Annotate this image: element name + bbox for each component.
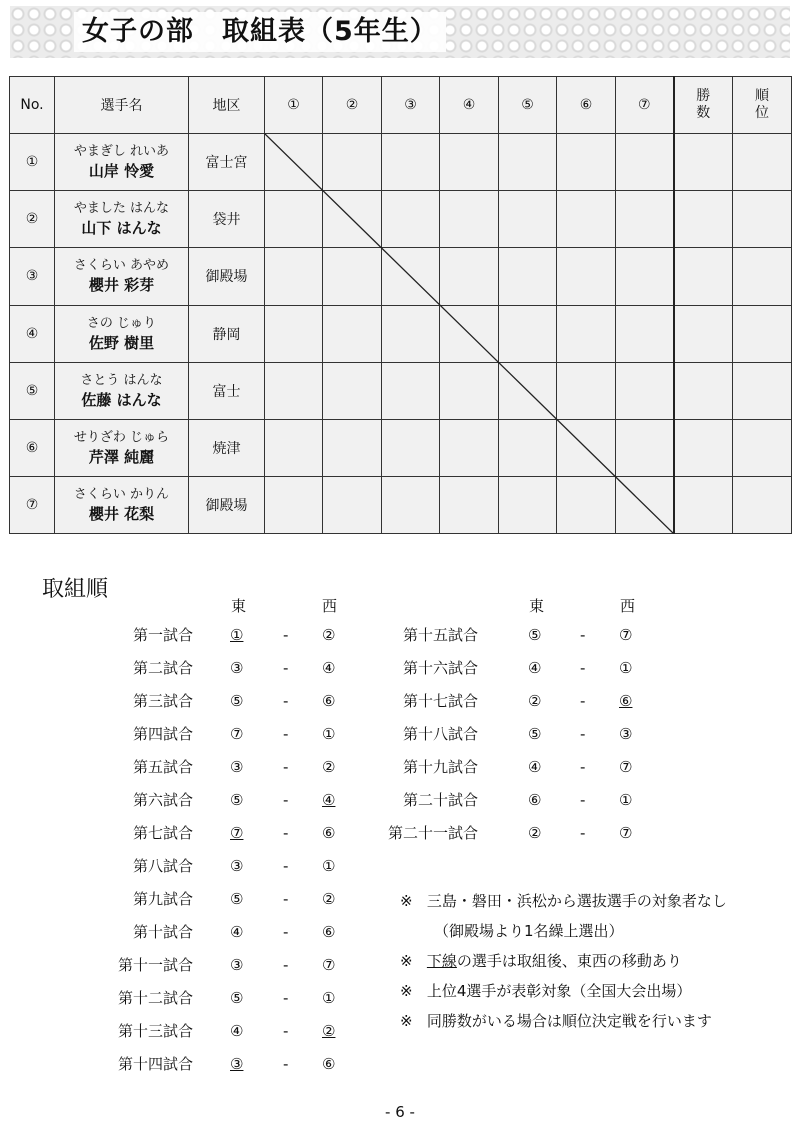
- result-cell[interactable]: [557, 362, 616, 419]
- player-name: 山岸 怜愛: [88, 162, 155, 181]
- player-area: 静岡: [189, 305, 265, 362]
- wins-cell[interactable]: [674, 419, 733, 476]
- result-cell[interactable]: [265, 134, 323, 191]
- match-label: 第十八試合: [402, 725, 478, 743]
- match-west: ①: [619, 791, 633, 809]
- note-text: （御殿場より1名繰上選出）: [434, 922, 624, 940]
- player-area: 焼津: [189, 419, 265, 476]
- result-cell[interactable]: [265, 248, 323, 305]
- header-rank: [733, 77, 792, 134]
- match-label: 第十一試合: [117, 956, 193, 974]
- player-area: 富士宮: [189, 134, 265, 191]
- match-dash: -: [283, 1055, 289, 1073]
- result-cell[interactable]: [499, 191, 557, 248]
- note-5: [400, 1010, 712, 1031]
- result-cell[interactable]: [616, 305, 674, 362]
- header-opponent-4: ④: [440, 77, 499, 134]
- result-cell[interactable]: [557, 191, 616, 248]
- match-east: ⑤: [230, 890, 244, 908]
- match-west: ②: [322, 890, 336, 908]
- match-row: [0, 689, 800, 713]
- match-dash: -: [283, 956, 289, 974]
- rank-cell[interactable]: [733, 248, 792, 305]
- result-cell[interactable]: [440, 134, 499, 191]
- match-east: ⑥: [528, 791, 542, 809]
- result-cell[interactable]: [616, 476, 674, 533]
- match-west: ⑥: [322, 1055, 336, 1073]
- header-opponent-3: ③: [382, 77, 440, 134]
- header-area: 地区: [189, 77, 265, 134]
- match-east: ④: [230, 1022, 244, 1040]
- player-area: 袋井: [189, 191, 265, 248]
- match-east: ⑦: [230, 824, 244, 842]
- match-west: ⑥: [322, 824, 336, 842]
- match-row: [0, 854, 800, 878]
- match-dash: -: [283, 890, 289, 908]
- match-row: [0, 920, 800, 944]
- bout-table: [9, 76, 792, 534]
- match-east: ⑤: [230, 989, 244, 1007]
- result-cell[interactable]: [323, 248, 382, 305]
- match-west: ④: [322, 659, 336, 677]
- result-cell[interactable]: [265, 419, 323, 476]
- player-name: 佐野 樹里: [88, 333, 155, 352]
- match-west: ⑥: [322, 923, 336, 941]
- header-no: No.: [10, 77, 55, 134]
- result-cell[interactable]: [440, 248, 499, 305]
- match-west: ⑦: [619, 824, 633, 842]
- header-opponent-5: ⑤: [499, 77, 557, 134]
- player-name-kana: さくらい あやめ: [73, 258, 170, 274]
- table-row: [10, 134, 792, 191]
- match-east: ③: [230, 758, 244, 776]
- header-opponent-2: ②: [323, 77, 382, 134]
- match-dash: -: [283, 725, 289, 743]
- match-west: ⑦: [322, 956, 336, 974]
- match-east: ⑤: [528, 725, 542, 743]
- player-name-kana: やました はんな: [73, 201, 170, 217]
- match-west: ⑦: [619, 758, 633, 776]
- match-label: 第十九試合: [402, 758, 478, 776]
- table-row: [10, 476, 792, 533]
- result-cell[interactable]: [382, 248, 440, 305]
- player-name: 櫻井 花梨: [88, 504, 155, 523]
- match-label: 第七試合: [132, 824, 193, 842]
- match-east: ④: [528, 758, 542, 776]
- match-west: ④: [322, 791, 336, 809]
- match-dash: -: [283, 1022, 289, 1040]
- result-cell[interactable]: [323, 476, 382, 533]
- result-cell[interactable]: [382, 419, 440, 476]
- result-cell[interactable]: [440, 362, 499, 419]
- note-text: 三島・磐田・浜松から選抜選手の対象者なし: [426, 892, 727, 910]
- result-cell[interactable]: [557, 476, 616, 533]
- match-dash: -: [580, 725, 586, 743]
- header-player-name: 選手名: [55, 77, 189, 134]
- match-label: 第二十一試合: [387, 824, 478, 842]
- result-cell[interactable]: [323, 362, 382, 419]
- player-name-cell: [55, 248, 189, 305]
- note-text: 同勝数がいる場合は順位決定戦を行います: [426, 1012, 712, 1030]
- rank-cell[interactable]: [733, 305, 792, 362]
- page-title: 女子の部 取組表（5年生）: [74, 12, 446, 52]
- match-row: [0, 656, 800, 680]
- match-row: [0, 623, 800, 647]
- match-label: 第二十試合: [402, 791, 478, 809]
- match-east: ②: [528, 692, 542, 710]
- match-dash: -: [283, 791, 289, 809]
- wins-cell[interactable]: [674, 248, 733, 305]
- result-cell[interactable]: [499, 134, 557, 191]
- player-number: ③: [10, 248, 55, 305]
- player-name-kana: さくらい かりん: [73, 486, 170, 502]
- match-dash: -: [283, 758, 289, 776]
- note-2: [434, 920, 624, 941]
- match-label: 第十五試合: [402, 626, 478, 644]
- result-cell[interactable]: [265, 191, 323, 248]
- match-dash: -: [283, 857, 289, 875]
- rank-cell[interactable]: [733, 362, 792, 419]
- match-row: [0, 722, 800, 746]
- player-area: 御殿場: [189, 476, 265, 533]
- header-opponent-7: ⑦: [616, 77, 674, 134]
- table-row: [10, 419, 792, 476]
- note-underlined-word: 下線: [426, 952, 457, 970]
- match-label: 第十七試合: [402, 692, 478, 710]
- match-dash: -: [283, 989, 289, 1007]
- order-title: 取組順: [42, 577, 109, 602]
- player-name-kana: やまぎし れいあ: [73, 144, 170, 160]
- result-cell[interactable]: [499, 362, 557, 419]
- player-number: ②: [10, 191, 55, 248]
- match-dash: -: [283, 824, 289, 842]
- match-east: ③: [230, 1055, 244, 1073]
- result-cell[interactable]: [382, 191, 440, 248]
- result-cell[interactable]: [440, 191, 499, 248]
- match-row: [0, 1052, 800, 1076]
- match-west: ②: [322, 626, 336, 644]
- match-row: [0, 821, 800, 845]
- player-name-cell: [55, 134, 189, 191]
- player-number: ①: [10, 134, 55, 191]
- note-1: [400, 890, 727, 911]
- note-mark: ※: [400, 892, 413, 910]
- match-label: 第十四試合: [117, 1055, 193, 1073]
- match-east: ⑦: [230, 725, 244, 743]
- result-cell[interactable]: [557, 305, 616, 362]
- match-dash: -: [580, 758, 586, 776]
- player-number: ⑦: [10, 476, 55, 533]
- match-east: ④: [528, 659, 542, 677]
- wins-cell[interactable]: [674, 476, 733, 533]
- player-number: ④: [10, 305, 55, 362]
- table-row: [10, 191, 792, 248]
- match-dash: -: [580, 626, 586, 644]
- result-cell[interactable]: [382, 134, 440, 191]
- note-text: 上位4選手が表彰対象（全国大会出場）: [426, 982, 692, 1000]
- match-dash: -: [580, 824, 586, 842]
- match-label: 第十試合: [132, 923, 193, 941]
- result-cell[interactable]: [499, 476, 557, 533]
- note-mark: ※: [400, 1012, 413, 1030]
- match-dash: -: [580, 692, 586, 710]
- match-label: 第六試合: [132, 791, 193, 809]
- match-dash: -: [283, 659, 289, 677]
- match-east: ⑤: [528, 626, 542, 644]
- match-label: 第四試合: [132, 725, 193, 743]
- match-row: [0, 755, 800, 779]
- result-cell[interactable]: [557, 134, 616, 191]
- match-east: ③: [230, 857, 244, 875]
- match-east: ①: [230, 626, 244, 644]
- result-cell[interactable]: [499, 419, 557, 476]
- match-label: 第九試合: [132, 890, 193, 908]
- result-cell[interactable]: [557, 419, 616, 476]
- result-cell[interactable]: [616, 191, 674, 248]
- note-mark: ※: [400, 952, 413, 970]
- player-name-kana: さとう はんな: [80, 372, 163, 388]
- rank-cell[interactable]: [733, 476, 792, 533]
- match-label: 第八試合: [132, 857, 193, 875]
- match-label: 第十二試合: [117, 989, 193, 1007]
- match-east: ③: [230, 659, 244, 677]
- result-cell[interactable]: [557, 248, 616, 305]
- table-row: [10, 362, 792, 419]
- result-cell[interactable]: [616, 419, 674, 476]
- wins-cell[interactable]: [674, 134, 733, 191]
- title-banner: [10, 6, 790, 58]
- match-dash: -: [580, 659, 586, 677]
- player-name: 櫻井 彩芽: [88, 276, 155, 295]
- match-west: ②: [322, 1022, 336, 1040]
- match-dash: -: [580, 791, 586, 809]
- player-name-kana: さの じゅり: [86, 315, 157, 331]
- player-name-cell: [55, 362, 189, 419]
- result-cell[interactable]: [440, 419, 499, 476]
- west-heading-left: 西: [322, 597, 338, 615]
- match-east: ③: [230, 956, 244, 974]
- match-label: 第三試合: [132, 692, 193, 710]
- match-dash: -: [283, 692, 289, 710]
- match-west: ⑦: [619, 626, 633, 644]
- table-row: [10, 248, 792, 305]
- header-rank-line-1: 順: [755, 88, 769, 105]
- match-east: ⑤: [230, 791, 244, 809]
- result-cell[interactable]: [265, 362, 323, 419]
- result-cell[interactable]: [323, 305, 382, 362]
- rank-cell[interactable]: [733, 191, 792, 248]
- match-dash: -: [283, 923, 289, 941]
- player-name: 芹澤 純麗: [88, 447, 155, 466]
- result-cell[interactable]: [323, 191, 382, 248]
- match-west: ②: [322, 758, 336, 776]
- match-west: ③: [619, 725, 633, 743]
- header-wins: [674, 77, 733, 134]
- result-cell[interactable]: [499, 305, 557, 362]
- match-label: 第二試合: [132, 659, 193, 677]
- match-east: ⑤: [230, 692, 244, 710]
- result-cell[interactable]: [323, 134, 382, 191]
- match-row: [0, 788, 800, 812]
- note-text: の選手は取組後、東西の移動あり: [456, 952, 682, 970]
- match-dash: -: [283, 626, 289, 644]
- match-west: ①: [322, 857, 336, 875]
- result-cell[interactable]: [265, 476, 323, 533]
- match-label: 第五試合: [132, 758, 193, 776]
- result-cell[interactable]: [499, 248, 557, 305]
- player-name: 山下 はんな: [81, 219, 162, 238]
- player-name-cell: [55, 476, 189, 533]
- result-cell[interactable]: [382, 305, 440, 362]
- note-4: [400, 980, 691, 1001]
- player-number: ⑤: [10, 362, 55, 419]
- match-label: 第十六試合: [402, 659, 478, 677]
- note-3: [400, 950, 682, 971]
- player-name-cell: [55, 419, 189, 476]
- header-wins-line-1: 勝: [696, 88, 711, 105]
- table-row: [10, 305, 792, 362]
- result-cell[interactable]: [616, 248, 674, 305]
- header-rank-line-2: 位: [755, 105, 769, 122]
- note-mark: ※: [400, 982, 413, 1000]
- result-cell[interactable]: [440, 476, 499, 533]
- match-west: ⑥: [619, 692, 633, 710]
- player-number: ⑥: [10, 419, 55, 476]
- result-cell[interactable]: [616, 134, 674, 191]
- header-wins-line-2: 数: [696, 105, 711, 122]
- page-number: - 6 -: [385, 1103, 415, 1121]
- player-area: 富士: [189, 362, 265, 419]
- match-west: ①: [322, 989, 336, 1007]
- result-cell[interactable]: [616, 362, 674, 419]
- match-west: ①: [322, 725, 336, 743]
- result-cell[interactable]: [265, 305, 323, 362]
- match-west: ①: [619, 659, 633, 677]
- header-opponent-1: ①: [265, 77, 323, 134]
- wins-cell[interactable]: [674, 362, 733, 419]
- result-cell[interactable]: [382, 362, 440, 419]
- rank-cell[interactable]: [733, 419, 792, 476]
- rank-cell[interactable]: [733, 134, 792, 191]
- player-area: 御殿場: [189, 248, 265, 305]
- match-west: ⑥: [322, 692, 336, 710]
- player-name: 佐藤 はんな: [81, 390, 162, 409]
- match-east: ②: [528, 824, 542, 842]
- table-header-row: [10, 77, 792, 134]
- wins-cell[interactable]: [674, 191, 733, 248]
- east-heading-left: 東: [231, 597, 247, 615]
- match-label: 第一試合: [132, 626, 193, 644]
- west-heading-right: 西: [620, 597, 636, 615]
- match-label: 第十三試合: [117, 1022, 193, 1040]
- result-cell[interactable]: [382, 476, 440, 533]
- player-name-cell: [55, 191, 189, 248]
- wins-cell[interactable]: [674, 305, 733, 362]
- match-east: ④: [230, 923, 244, 941]
- result-cell[interactable]: [323, 419, 382, 476]
- player-name-cell: [55, 305, 189, 362]
- east-heading-right: 東: [529, 597, 545, 615]
- result-cell[interactable]: [440, 305, 499, 362]
- header-opponent-6: ⑥: [557, 77, 616, 134]
- player-name-kana: せりざわ じゅら: [73, 429, 170, 445]
